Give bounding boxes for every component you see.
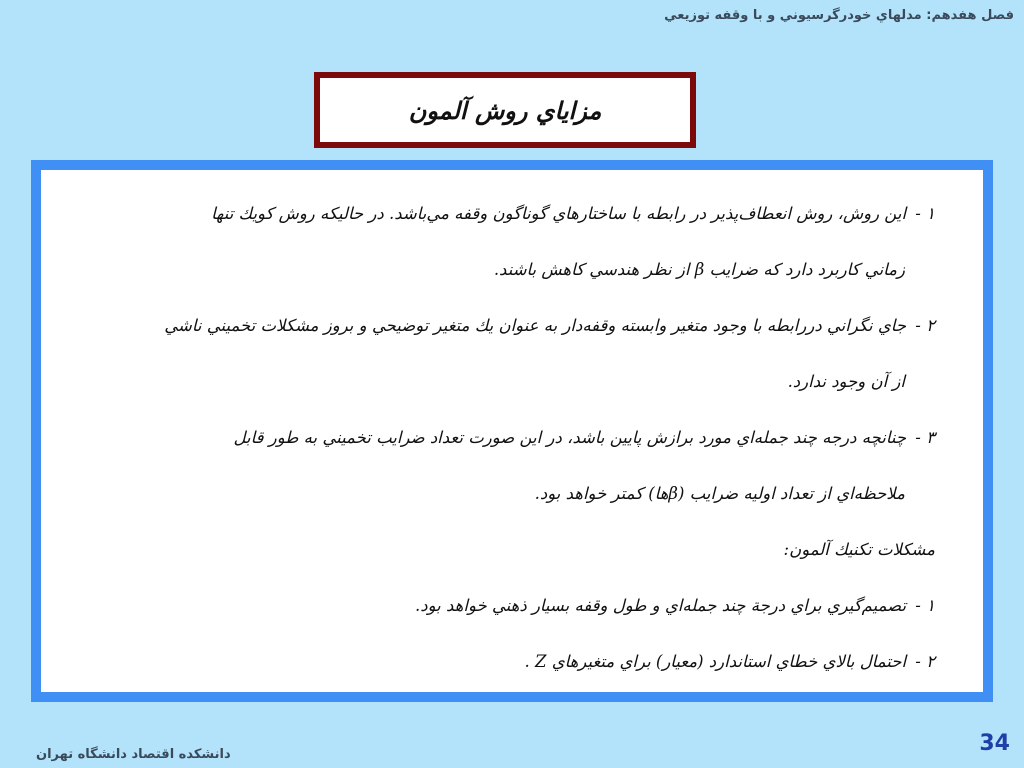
footer-institution: دانشكده اقتصاد دانشگاه تهران xyxy=(36,747,231,762)
advantage-text-line1: جاي نگراني دررابطه با وجود متغير وابسته وقفه‌دار به عنوان يك متغير توضيحي و بروز مشكلات تخميني ناشي xyxy=(164,316,907,335)
slide-title-frame xyxy=(314,72,696,148)
slide-number: 34 xyxy=(979,731,1010,756)
problem-item-2 xyxy=(53,634,935,690)
advantage-number: ۳ - xyxy=(915,428,935,447)
advantage-number: ۱ - xyxy=(915,204,935,223)
advantage-item-2 xyxy=(53,298,935,410)
slide-title: مزاياي روش آلمون xyxy=(320,78,690,142)
advantage-text-line1: چنانچه درجه چند جمله‌اي مورد برازش پايين باشد، در اين صورت تعداد ضرايب تخميني به طور قابل xyxy=(233,428,907,447)
content-frame xyxy=(31,160,993,702)
problem-text: تصميم‌گيري براي درجة چند جمله‌اي و طول وقفه بسيار ذهني خواهد بود. xyxy=(415,596,907,615)
advantage-text-line2: زماني كاربرد دارد كه ضرايب β از نظر هندسي كاهش باشند. xyxy=(493,260,905,279)
advantage-item-3 xyxy=(53,410,935,522)
problems-heading: مشكلات تكنيك آلمون: xyxy=(783,540,935,559)
advantage-text-line2: ملاحظه‌اي از تعداد اوليه ضرايب (βها) كمتر خواهد بود. xyxy=(534,484,905,503)
chapter-header: فصل هفدهم: مدلهاي خودرگرسيوني و با وقفه توزيعي xyxy=(664,8,1014,23)
problem-number: ۱ - xyxy=(915,596,935,615)
problem-text: احتمال بالاي خطاي استاندارد (معيار) براي متغيرهاي Z . xyxy=(524,652,907,671)
advantage-text-line1: اين روش، روش انعطاف‌پذير در رابطه با ساختارهاي گوناگون وقفه مي‌باشد. در حاليكه روش كويك تنها xyxy=(211,204,907,223)
problem-item-1 xyxy=(53,578,935,634)
content-body xyxy=(41,170,983,692)
advantage-text-line2: از آن وجود ندارد. xyxy=(787,372,905,391)
advantage-number: ۲ - xyxy=(915,316,935,335)
advantage-item-1 xyxy=(53,186,935,298)
problem-number: ۲ - xyxy=(915,652,935,671)
